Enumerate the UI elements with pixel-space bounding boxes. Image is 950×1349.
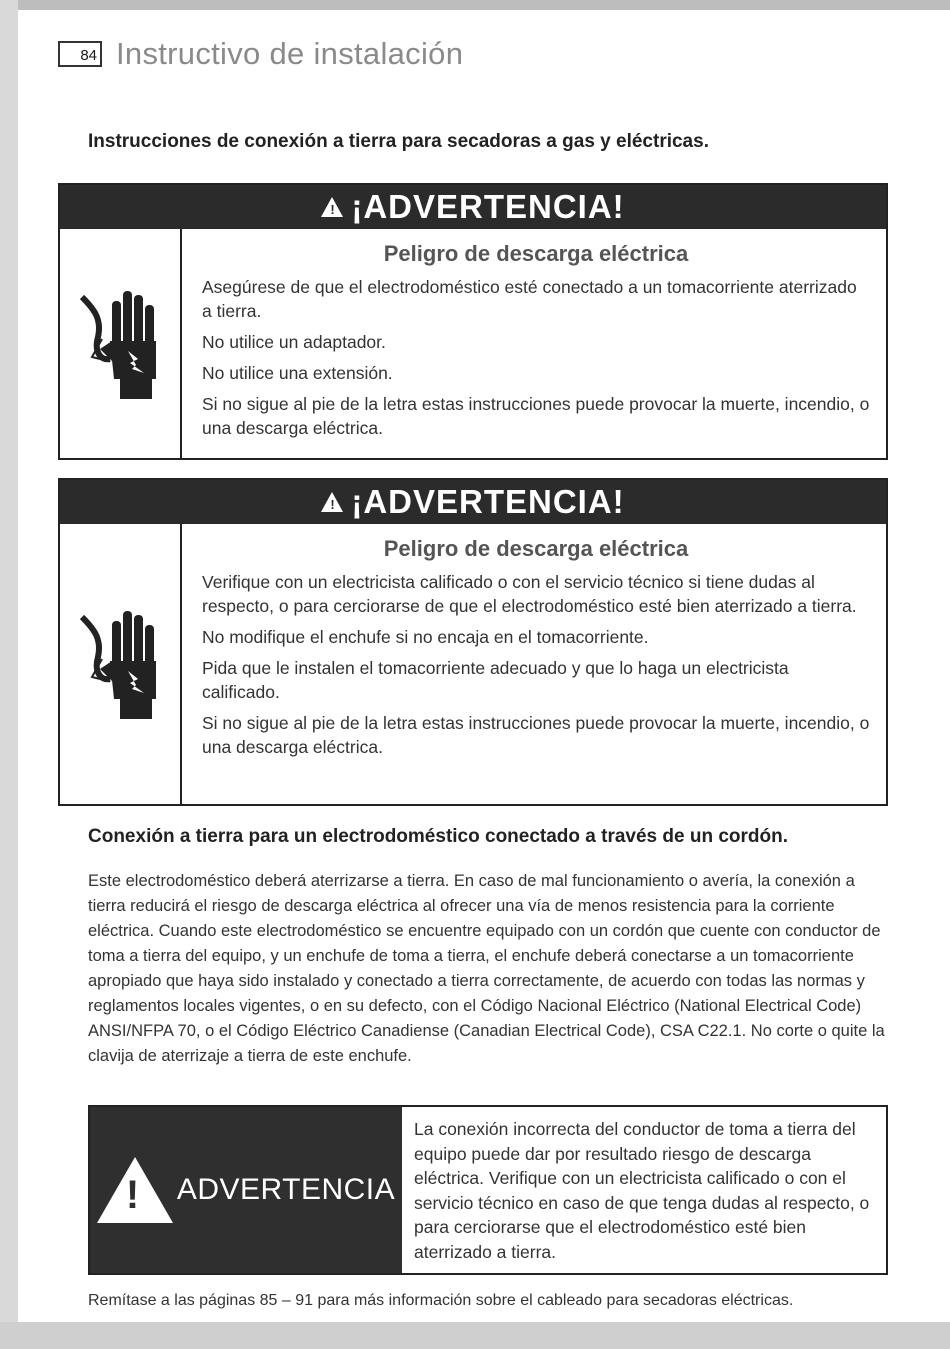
warning-banner-label: ¡ADVERTENCIA! [351, 483, 625, 520]
warning-triangle-icon: ! [321, 197, 343, 217]
warning-paragraph: No utilice un adaptador. [202, 332, 386, 352]
warning-paragraph: Pida que le instalen el tomacorriente adecuado y que lo haga un electricista calificado. [202, 658, 789, 702]
advertencia-banner [90, 1107, 402, 1273]
warning-banner [60, 185, 886, 229]
section-title-grounding: Instrucciones de conexión a tierra para secadoras a gas y eléctricas. [88, 131, 709, 152]
advertencia-label: ADVERTENCIA [176, 1173, 396, 1206]
warning-box-1 [58, 183, 888, 460]
hazard-title: Peligro de descarga eléctrica [383, 536, 689, 561]
scan-border-bottom [0, 1322, 950, 1349]
warning-box-2 [58, 478, 888, 806]
page-header [58, 34, 463, 74]
page-title: Instructivo de instalación [116, 36, 464, 71]
footer-note: Remítase a las páginas 85 – 91 para más información sobre el cableado para secadoras eléctricas. [88, 1292, 794, 1309]
hand-electric-shock-icon [72, 599, 168, 729]
warning-banner [60, 480, 886, 524]
advertencia-text: La conexión incorrecta del conductor de toma a tierra del equipo puede dar por resultado riesgo de descarga eléctrica. Verifique con un electricista calificado o con el servicio técnico en caso de que tenga dudas al respecto, o para cerciorarse que el electrodoméstico esté bien aterrizado a tierra. [414, 1119, 870, 1262]
warning-banner-label: ¡ADVERTENCIA! [351, 188, 625, 225]
page-number: 84 [58, 41, 102, 67]
warning-paragraph: Si no sigue al pie de la letra estas instrucciones puede provocar la muerte, incendio, o una descarga eléctrica. [202, 713, 870, 757]
advertencia-box [88, 1105, 888, 1275]
warning-paragraph: No utilice una extensión. [202, 363, 393, 383]
shock-icon-cell [60, 229, 182, 458]
shock-icon-cell [60, 524, 182, 804]
warning-paragraph: No modifique el enchufe si no encaja en el tomacorriente. [202, 627, 649, 647]
cord-grounding-body: Este electrodoméstico deberá aterrizarse a tierra. En caso de mal funcionamiento o avería, la conexión a tierra reducirá el riesgo de descarga eléctrica al ofrecer una vía de menos resistencia para la corriente eléctrica. Cuando este electrodoméstico se encuentre equipado con un cordón que cuente con conductor de toma a tierra del equipo, y un enchufe de toma a tierra, el enchufe deberá conectarse a un tomacorriente apropiado que haya sido instalado y conectado a tierra correctamente, de acuerdo con todas las normas y reglamentos locales vigentes, o en su defecto, con el Código Nacional Eléctrico (National Electrical Code) ANSI/NFPA 70, o el Código Eléctrico Canadiense (Canadian Electrical Code), CSA C22.1. No corte o quite la clavija de aterrizaje a tierra de este enchufe. [88, 872, 885, 1065]
warning-triangle-icon: ! [97, 1157, 173, 1223]
hazard-title: Peligro de descarga eléctrica [383, 241, 689, 266]
warning-paragraph: Si no sigue al pie de la letra estas instrucciones puede provocar la muerte, incendio, o una descarga eléctrica. [202, 394, 870, 438]
section-title-cord-grounding: Conexión a tierra para un electrodoméstico conectado a través de un cordón. [88, 826, 789, 847]
hand-electric-shock-icon [72, 279, 168, 409]
warning-triangle-icon: ! [321, 492, 343, 512]
warning-paragraph: Verifique con un electricista calificado o con el servicio técnico si tiene dudas al respecto, o para cerciorarse de que el electrodoméstico esté bien aterrizado a tierra. [202, 572, 857, 616]
warning-paragraph: Asegúrese de que el electrodoméstico esté conectado a un tomacorriente aterrizado a tierra. [202, 277, 857, 321]
scan-border-left [0, 0, 18, 1349]
scan-border-top [0, 0, 950, 10]
